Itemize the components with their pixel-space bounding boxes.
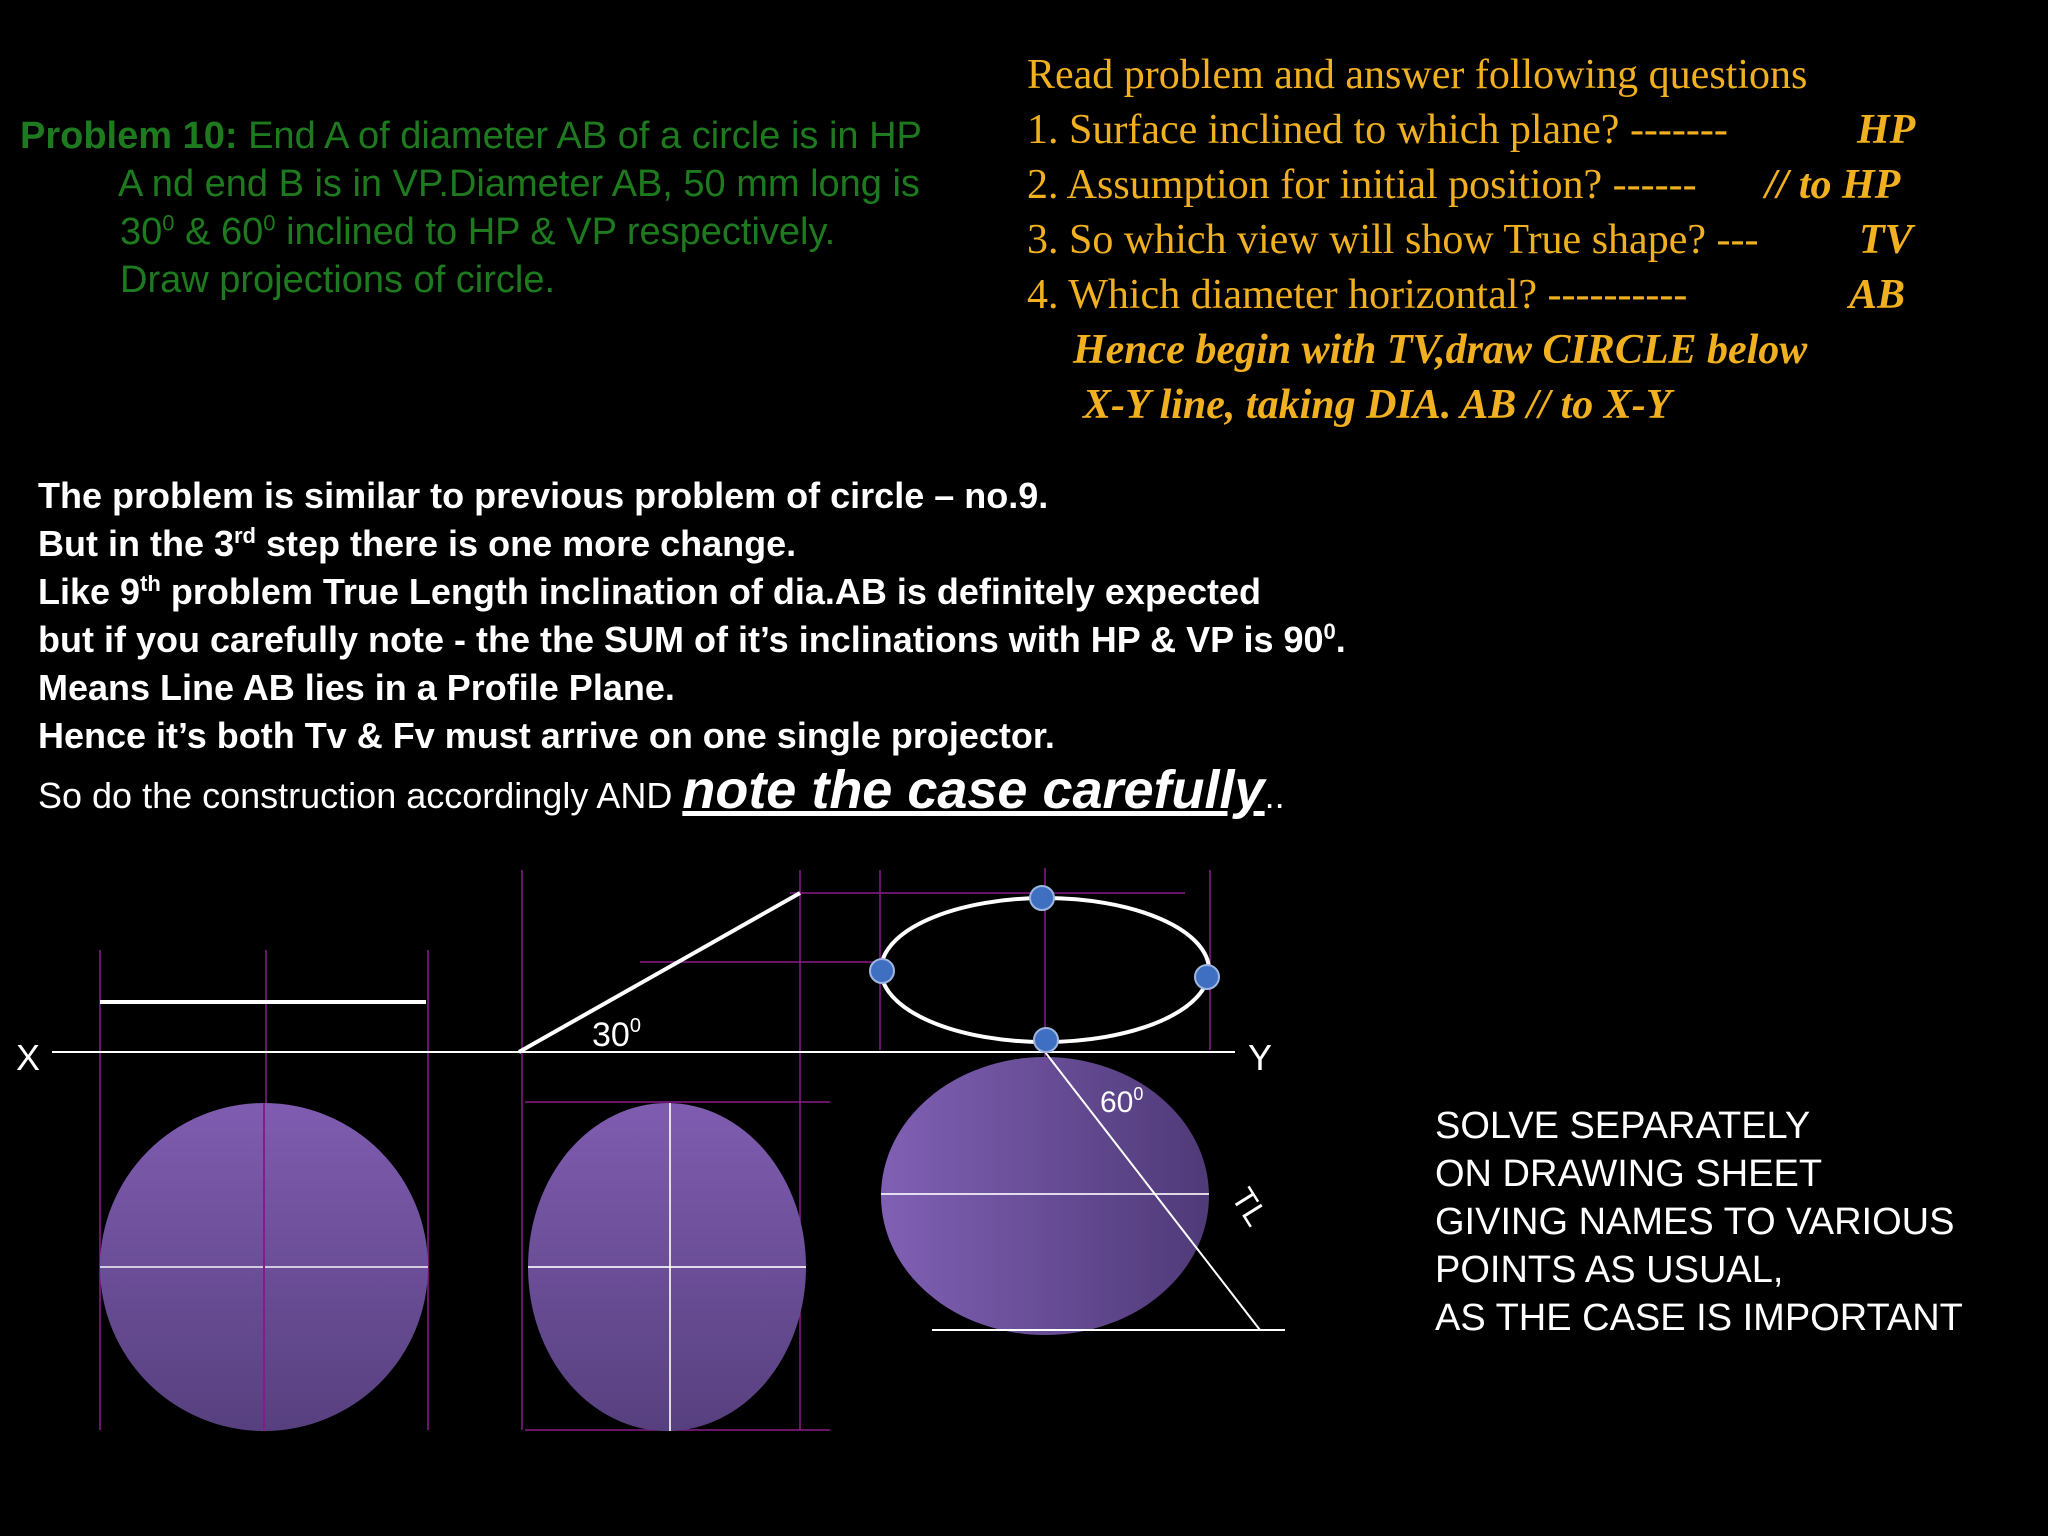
fv-inclined-line	[519, 893, 800, 1052]
question-1-text: 1. Surface inclined to which plane? -------	[1027, 107, 1728, 153]
point-marker	[1195, 965, 1219, 989]
angle-30-value: 30	[592, 1016, 630, 1054]
note-emphasis: note the case carefully	[682, 760, 1265, 820]
problem-label: Problem 10:	[20, 115, 238, 157]
solve-line-2: ON DRAWING SHEET	[1435, 1153, 1823, 1195]
explain-line-7b: ..	[1264, 775, 1285, 816]
explain-line-5: Means Line AB lies in a Profile Plane.	[38, 667, 675, 708]
hence-line-1: Hence begin with TV,draw CIRCLE below	[1073, 327, 1808, 373]
x-label: X	[16, 1037, 41, 1078]
explain-line-3a: Like 9	[38, 571, 141, 612]
solve-note	[1435, 1102, 1963, 1342]
explain-line-1: The problem is similar to previous problem of circle – no.9.	[38, 475, 1049, 516]
problem-line-2: A nd end B is in VP.Diameter AB, 50 mm long is	[118, 163, 920, 205]
problem-angle-2-sup: 0	[263, 210, 276, 236]
explain-line-6: Hence it’s both Tv & Fv must arrive on one single projector.	[38, 715, 1055, 756]
questions-heading: Read problem and answer following questions	[1027, 52, 1808, 98]
answer-2: // to HP	[1765, 162, 1901, 208]
angle-60-value: 60	[1100, 1086, 1134, 1119]
explain-line-4b: .	[1335, 619, 1346, 660]
solve-line-1: SOLVE SEPARATELY	[1435, 1105, 1811, 1147]
problem-text-3: inclined to HP & VP respectively.	[275, 211, 836, 253]
explain-line-2-sup: rd	[234, 523, 256, 548]
question-2-text: 2. Assumption for initial position? ------	[1027, 162, 1697, 208]
tl-label: TL	[1224, 1181, 1275, 1233]
answer-1: HP	[1857, 107, 1916, 153]
problem-angle-1: 30	[120, 211, 163, 253]
explain-line-4a: but if you carefully note - the the SUM of it’s inclinations with HP & VP is 90	[38, 619, 1324, 660]
point-marker	[1034, 1028, 1058, 1052]
problem-line-4: Draw projections of circle.	[120, 259, 556, 301]
angle-30-sup: 0	[629, 1015, 641, 1037]
point-marker	[1030, 886, 1054, 910]
explain-line-7a: So do the construction accordingly AND	[38, 775, 683, 816]
solve-line-3: GIVING NAMES TO VARIOUS	[1435, 1201, 1955, 1243]
angle-60-sup: 0	[1133, 1084, 1144, 1104]
solve-line-4: POINTS AS USUAL,	[1435, 1249, 1784, 1291]
problem-text-1: End A of diameter AB of a circle is in HP	[237, 115, 922, 157]
problem-angle-2: & 60	[174, 211, 264, 253]
explain-line-3b: problem True Length inclination of dia.AB is definitely expected	[160, 571, 1261, 612]
hence-line-2: X-Y line, taking DIA. AB // to X-Y	[1083, 382, 1672, 428]
answer-4: AB	[1849, 272, 1906, 318]
tv-ellipse-final	[881, 1057, 1209, 1335]
explain-line-2b: step there is one more change.	[256, 523, 797, 564]
solve-line-5: AS THE CASE IS IMPORTANT	[1435, 1297, 1963, 1339]
explain-line-2a: But in the 3	[38, 523, 234, 564]
point-marker	[870, 959, 894, 983]
question-4-text: 4. Which diameter horizontal? ----------	[1027, 272, 1688, 318]
answer-3: TV	[1859, 217, 1913, 263]
explain-line-3-sup: th	[140, 571, 161, 596]
explain-line-4-sup: 0	[1323, 619, 1336, 644]
problem-angle-1-sup: 0	[162, 210, 175, 236]
angle-30-label	[592, 1015, 641, 1054]
question-3-text: 3. So which view will show True shape? ---	[1027, 217, 1759, 263]
y-label: Y	[1248, 1037, 1273, 1078]
